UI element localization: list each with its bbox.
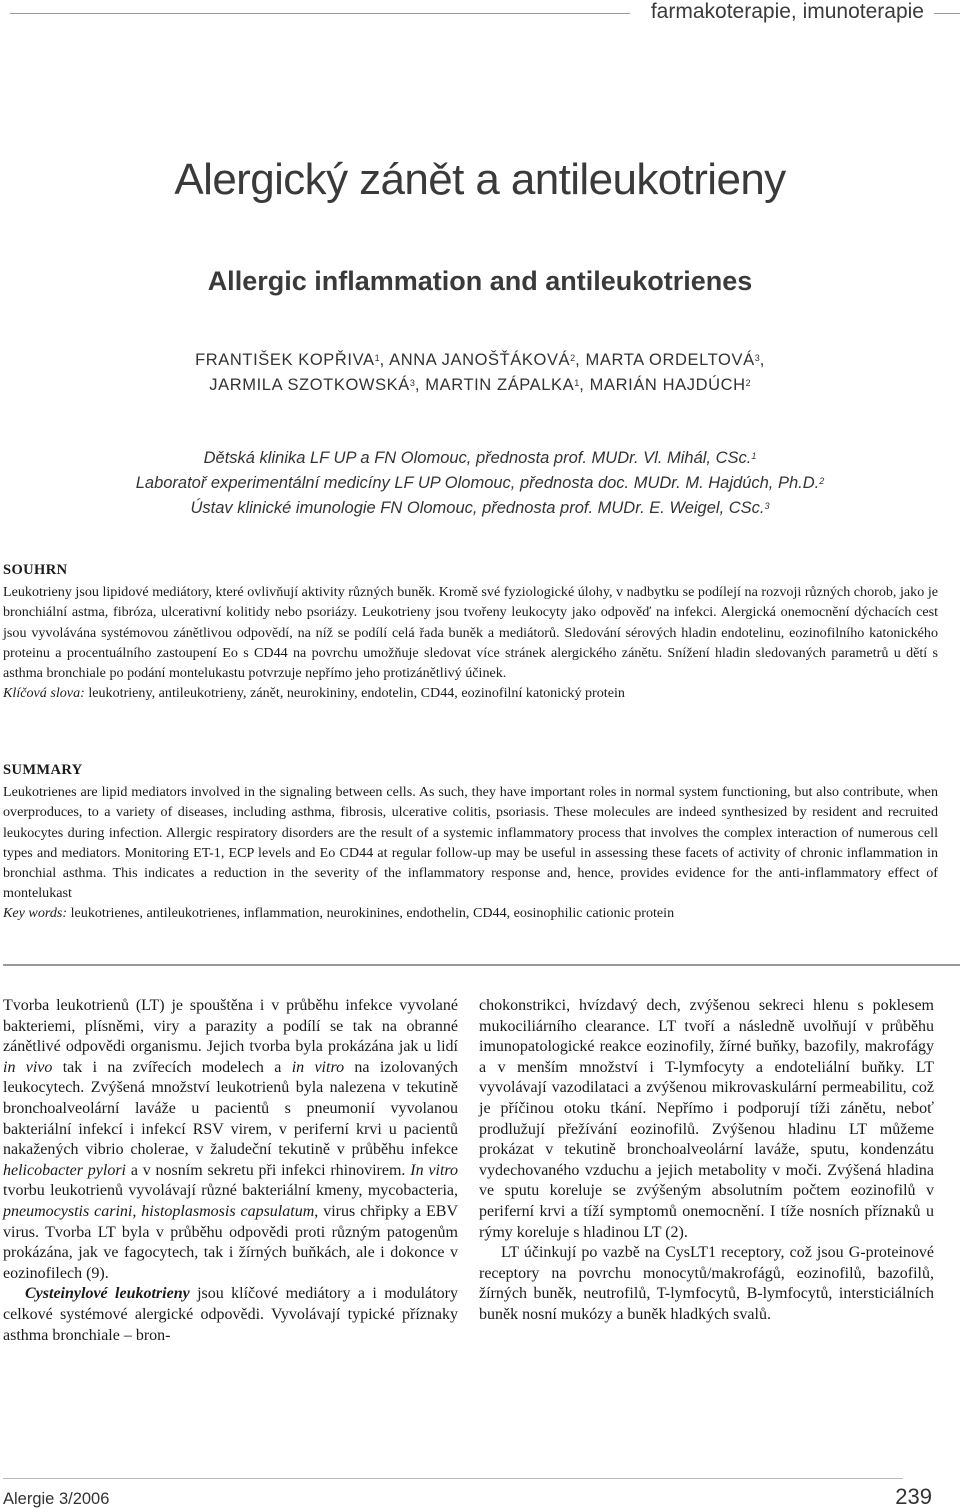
author-name: MARTIN ZÁPALKA bbox=[425, 376, 575, 394]
body-column-left bbox=[3, 996, 458, 1346]
body-paragraph: Tvorba leukotrienů (LT) je spouštěna i v průběhu infekce vyvolané bakteriemi, plísněmi, viry a parazity a podílí se tak na obranné zánětlivé odpovědi organismu. Jejich tvorba byla prokázána jak u lidí in vivo tak i na zvířecích modelech a in vitro na izolovaných leukocytech. Zvýšená množství leukotrienů byla nalezena v tekutině bronchoalveolární laváže u pacientů s pneumonií vyvolanou bakteriální infekcí i infekcí RSV virem, v periferní krvi u pacientů nakažených vibrio cholerae, v žaludeční tekutině v průběhu infekce helicobacter pylori a v nosním sekretu při infekci rhinovirem. In vitro tvorbu leukotrienů vyvolávají různé bakteriální kmeny, mycobacteria, pneumocystis carini, histoplasmosis capsulatum, virus chřipky a EBV virus. Tvorba LT byla v průběhu odpovědi proti různým patogenům prokázána, jak ve fagocytech, tak i žírných buňkách, ale i dokonce v eozinofilech (9). bbox=[3, 997, 459, 1282]
body-paragraph-continued: chokonstrikci, hvízdavý dech, zvýšenou sekreci hlenu s poklesem mukociliárního clearance. LT tvoří a následně uvolňují v průběhu imunopatologické reakce eozinofily, žírné buňky, bazofily, makrofágy a v menším množství i T-lymfocyty a endoteliální buňky. LT vyvolávají vazodilataci a zvýšenou mikrovaskulární permeabilitu, což je příčinou otoku tkání. Nepřímo i podporují tíži zánětu, neboť prodlužují přežívání eozinofilů. Zvýšenou hladinu LT můžeme prokázat v tekutině bronchoalveolární laváže, sputu, kondenzátu vydechovaného vzduchu a jejich metabolity v moči. Zvýšená hladina ve sputu koreluje se zvýšeným absolutním počtem eozinofilů v periferní krvi a tíží symptomů onemocnění. I tíže nosních příznaků u rýmy koreluje s hladinou LT (2). bbox=[479, 997, 934, 1241]
author-line-2: JARMILA SZOTKOWSKÁ$^3$, MARTIN ZÁPALKA$^1$, MARIÁN HAJDÚCH$^2$ bbox=[209, 376, 751, 394]
section-label: farmakoterapie, imunoterapie bbox=[650, 0, 924, 23]
affiliation-marker: 1 bbox=[751, 451, 757, 461]
affiliation-marker: 1 bbox=[374, 353, 380, 363]
author-name: JARMILA SZOTKOWSKÁ bbox=[209, 376, 410, 394]
affiliation-marker: 2 bbox=[819, 476, 825, 486]
affiliation-marker: 1 bbox=[574, 378, 580, 388]
keywords-text: leukotrienes, antileukotrienes, inflammation, neurokinines, endothelin, CD44, eosinophilic cationic protein bbox=[67, 905, 675, 922]
journal-issue: Alergie 3/2006 bbox=[3, 1490, 110, 1508]
affiliation bbox=[0, 496, 960, 521]
keywords bbox=[3, 683, 938, 703]
affiliation-marker: 3 bbox=[754, 353, 760, 363]
affiliation-marker: 3 bbox=[409, 378, 415, 388]
author-name: FRANTIŠEK KOPŘIVA bbox=[195, 351, 375, 369]
abstract-text: Leukotrieny jsou lipidové mediátory, které ovlivňují aktivity různých buněk. Kromě své fyziologické úlohy, v nadbytku se podílejí na rozvoji různých chorob, jako je bronchiální astma, fibróza, ulcerativní kolitidy nebo psoriázy. Leukotrieny jsou tvořeny leukocyty jako odpověď na infekci. Alergická onemocnění dýchacích cest jsou vyvolávána systémovou zánětlivou odpovědí, na níž se podílí celá řada buněk a mediátorů. Sledování sérových hladin endotelinu, eozinofilního katonického proteinu a procentuálního zastoupení Eo s CD44 na povrchu umožňuje sledovat více stránek alergického zánětu. Snížení hladin sledovaných parametrů u dětí s asthma bronchiale po podání montelukastu potvrzuje nepřímo jeho protizánětlivý účinek. bbox=[3, 584, 938, 682]
keywords-label: Key words: bbox=[3, 905, 68, 922]
page-number: 239 bbox=[895, 1484, 932, 1509]
author-name: MARIÁN HAJDÚCH bbox=[589, 376, 746, 394]
affiliation-text: Dětská klinika LF UP a FN Olomouc, přednosta prof. MUDr. Vl. Mihál, CSc. bbox=[203, 449, 752, 467]
abstract-heading: SOUHRN bbox=[3, 562, 68, 578]
author-name: ANNA JANOŠŤÁKOVÁ bbox=[389, 351, 571, 369]
keywords-label: Klíčová slova: bbox=[3, 685, 85, 702]
abstract-czech bbox=[3, 560, 938, 703]
affiliation-marker: 2 bbox=[745, 378, 751, 388]
body-column-right bbox=[479, 996, 934, 1326]
body-paragraph: Cysteinylové leukotrieny jsou klíčové mediátory a i modulátory celkové systémové alergické odpovědi. Vyvolávají typické příznaky asthma bronchiale – bron- bbox=[3, 1285, 458, 1344]
article-subtitle: Allergic inflammation and antileukotrienes bbox=[207, 266, 753, 296]
affiliation-list bbox=[0, 446, 960, 521]
author-line-1: FRANTIŠEK KOPŘIVA$^1$, ANNA JANOŠŤÁKOVÁ$^2$, MARTA ORDELTOVÁ$^3$, bbox=[195, 351, 765, 369]
abstract-english bbox=[3, 760, 938, 924]
author-list bbox=[0, 348, 960, 398]
keywords bbox=[3, 903, 938, 923]
keywords-text: leukotrieny, antileukotrieny, zánět, neurokininy, endotelin, CD44, eozinofilní katonický protein bbox=[84, 685, 625, 702]
affiliation-marker: 3 bbox=[764, 501, 770, 511]
affiliation-text: Laboratoř experimentální medicíny LF UP Olomouc, přednosta doc. MUDr. M. Hajdúch, Ph.D. bbox=[135, 474, 820, 492]
affiliation bbox=[0, 471, 960, 496]
section-divider bbox=[3, 964, 960, 966]
header-rule-right bbox=[934, 13, 960, 14]
affiliation bbox=[0, 446, 960, 471]
term-highlight: Cysteinylové leukotrieny bbox=[25, 1285, 190, 1303]
abstract-text: Leukotrienes are lipid mediators involved in the signaling between cells. As such, they have important roles in normal system functioning, but also contribute, when overproduces, to a variety of diseases, including asthma, fibrosis, ulcerative colitis, psoriasis. These molecules are indeed synthesized by resident and recruited leukocytes during infection. Allergic respiratory disorders are the result of a systemic inflammatory process that involves the complex interaction of numerous cell types and mediators. Monitoring ET-1, ECP levels and Eo CD44 at regular follow-up may be useful in assessing these facets of activity of chronic inflammation in bronchial asthma. This indicates a reduction in the severity of the inflammatory response and, hence, provides evidence for the anti-inflammatory effect of montelukast bbox=[3, 784, 938, 902]
footer-rule bbox=[3, 1478, 903, 1479]
article-title: Alergický zánět a antileukotrieny bbox=[174, 155, 786, 204]
affiliation-text: Ústav klinické imunologie FN Olomouc, přednosta prof. MUDr. E. Weigel, CSc. bbox=[190, 499, 765, 517]
affiliation-marker: 2 bbox=[570, 353, 576, 363]
header-rule-left bbox=[10, 13, 630, 14]
body-paragraph: LT účinkují po vazbě na CysLT1 receptory, což jsou G-proteinové receptory na povrchu monocytů/makrofágů, eozinofilů, bazofilů, žírných buněk, neutrofilů, T-lymfocytů, B-lymfocytů, intersticiálních buněk nosní mukózy a buněk hladkých svalů. bbox=[479, 1244, 934, 1323]
abstract-heading: SUMMARY bbox=[3, 762, 83, 778]
author-name: MARTA ORDELTOVÁ bbox=[585, 351, 755, 369]
